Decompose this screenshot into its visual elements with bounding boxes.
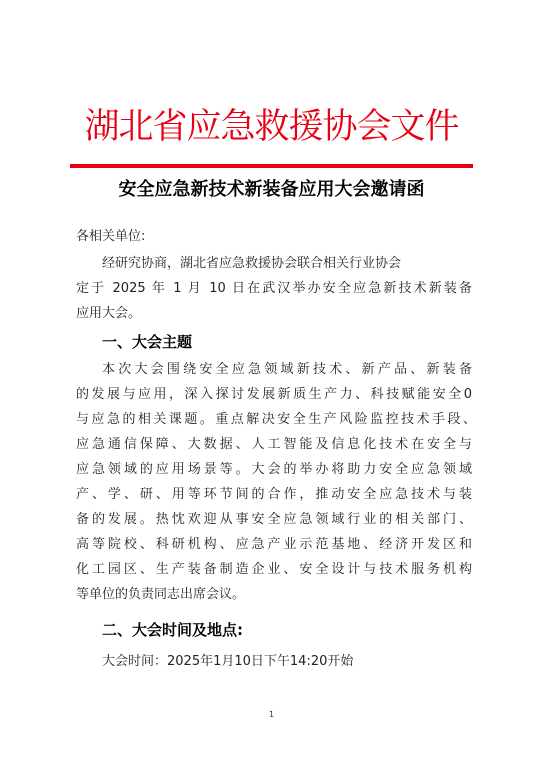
section1-line-4: 应急通信保障、大数据、人工智能及信息化技术在安全与 [76, 437, 472, 452]
intro-line-3: 应用大会。 [76, 306, 142, 321]
intro-line-2: 定于 2025 年 1 月 10 日在武汉举办安全应急新技术新装备 [76, 281, 472, 296]
section1-line-7: 备的发展。热忱欢迎从事安全应急领域行业的相关部门、 [76, 512, 472, 527]
section1-heading: 一、大会主题 [102, 333, 193, 351]
section1-line-6: 产、学、研、用等环节间的合作，推动安全应急技术与装 [76, 487, 472, 502]
section1-line-8: 高等院校、科研机构、应急产业示范基地、经济开发区和 [76, 537, 472, 552]
intro-line-1: 经研究协商，湖北省应急救援协会联合相关行业协会 [102, 256, 402, 271]
section1-line-5: 应急领域的应用场景等。大会的举办将助力安全应急领域 [76, 462, 472, 477]
section2-heading: 二、大会时间及地点: [102, 621, 243, 639]
org-header-title: 湖北省应急救援协会文件 [84, 107, 459, 147]
meeting-time-line: 大会时间：2025年1月10日下午14:20开始 [102, 654, 354, 669]
header-red-rule [70, 164, 473, 168]
document-title: 安全应急新技术新装备应用大会邀请函 [118, 179, 425, 200]
section1-line-2: 的发展与应用，深入探讨发展新质生产力、科技赋能安全0 [76, 387, 472, 402]
section1-line-1: 本次大会围绕安全应急领域新技术、新产品、新装备 [102, 362, 472, 377]
page-number: 1 [268, 710, 275, 719]
section1-line-9: 化工园区、生产装备制造企业、安全设计与技术服务机构 [76, 562, 472, 577]
salutation: 各相关单位: [76, 229, 146, 244]
section1-line-3: 与应急的相关课题。重点解决安全生产风险监控技术手段、 [76, 412, 476, 427]
section1-line-10: 等单位的负责同志出席会议。 [76, 587, 246, 602]
